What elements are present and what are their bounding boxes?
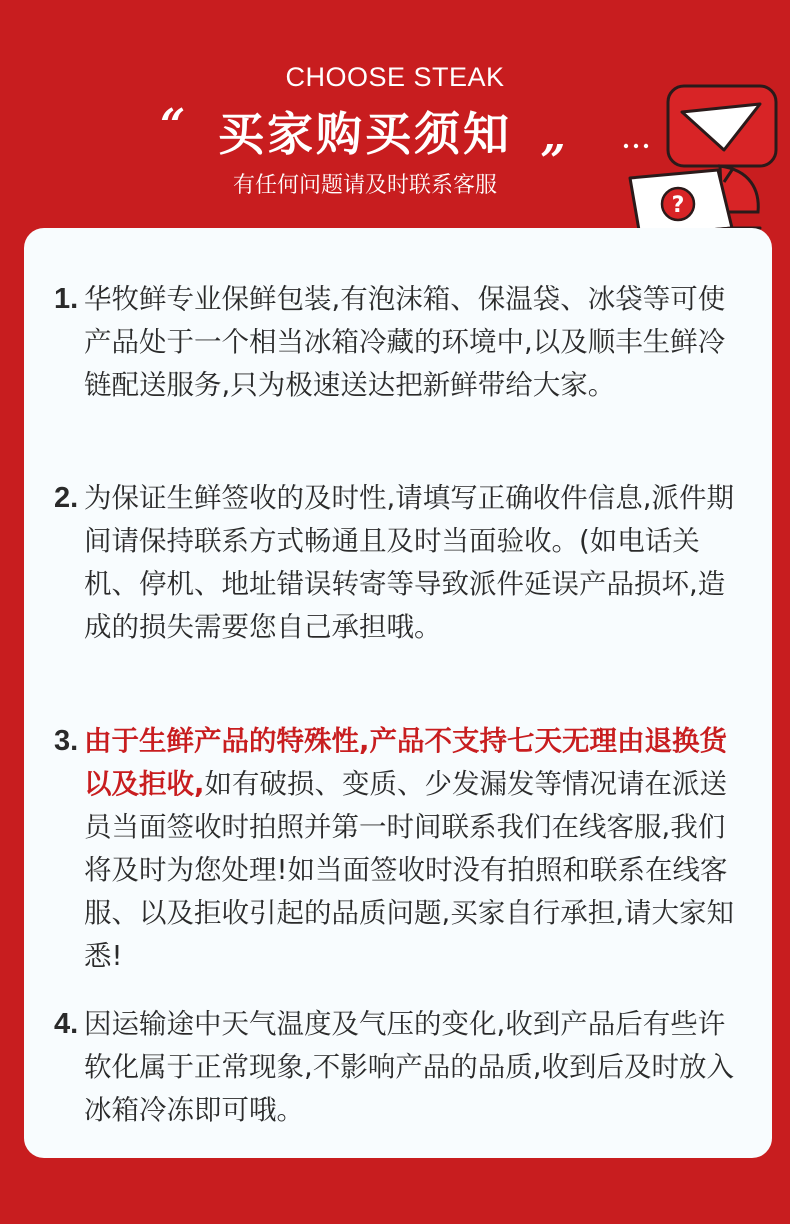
notice-item-text: 如有破损、变质、少发漏发等情况请在派送员当面签收时拍照并第一时间联系我们在线客服,我们将及时为您处理!如当面签收时没有拍照和联系在线客服、以及拒收引起的品质问题,买家自行承担,请大家知悉!: [84, 768, 734, 972]
notice-item-number: 1.: [54, 283, 79, 315]
header-subtitle: 有任何问题请及时联系客服: [232, 173, 497, 198]
notice-item-number: 3.: [54, 725, 79, 757]
notice-item-text: 为保证生鲜签收的及时性,请填写正确收件信息,派件期间请保持联系方式畅通且及时当面验收。(如电话关机、停机、地址错误转寄等导致派件延误产品损坏,造成的损失需要您自己承担哦。: [84, 482, 734, 643]
notice-item-text: 因运输途中天气温度及气压的变化,收到产品后有些许软化属于正常现象,不影响产品的品质,收到后及时放入冰箱冷冻即可哦。: [84, 1008, 734, 1126]
notice-item-text: 华牧鲜专业保鲜包装,有泡沫箱、保温袋、冰袋等可使产品处于一个相当冰箱冷藏的环境中,以及顺丰生鲜冷链配送服务,只为极速送达把新鲜带给大家。: [84, 283, 726, 401]
question-mark: ?: [671, 193, 685, 218]
page-title: 买家购买须知: [218, 107, 512, 161]
notice-item-2: [54, 477, 744, 649]
notice-item-3: [54, 720, 744, 978]
notice-item-highlight: 由于生鲜产品的特殊性,产品不支持七天无理由退换货以及拒收,: [84, 725, 727, 800]
notice-item-1: [54, 278, 744, 407]
quote-open-mark: “: [160, 100, 186, 151]
notice-item-number: 4.: [54, 1008, 79, 1040]
header-subtitle-en: CHOOSE STEAK: [285, 62, 505, 92]
notice-item-4: [54, 1003, 744, 1132]
notice-item-number: 2.: [54, 482, 79, 514]
laptop-question-mascot-icon: [620, 78, 780, 242]
quote-close-mark: ”: [540, 136, 566, 187]
